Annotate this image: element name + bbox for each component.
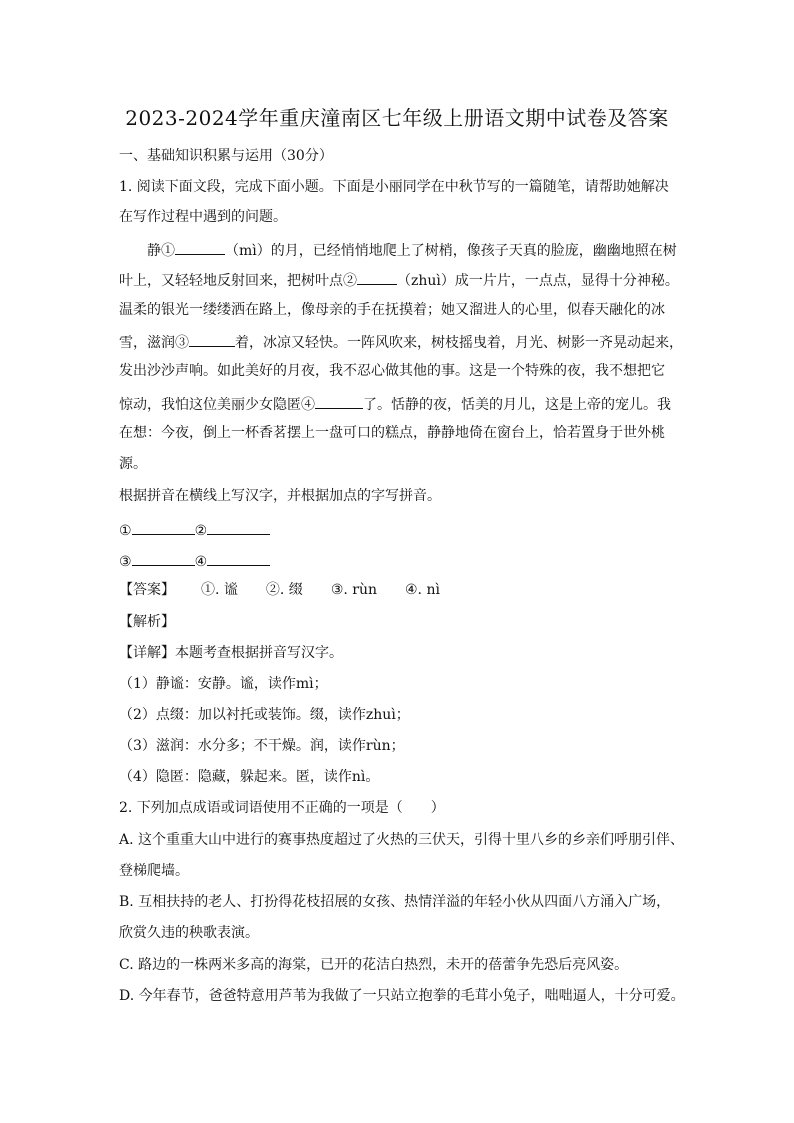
passage-line-5: 发出沙沙声响。如此美好的月夜，我不忍心做其他的事。这是一个特殊的夜，我不想把它 bbox=[119, 363, 665, 379]
q2-option-c: C. 路边的一株两米多高的海棠，已开的花洁白热烈，未开的蓓蕾争先恐后亮风姿。 bbox=[119, 957, 629, 973]
passage-line-2 bbox=[119, 269, 679, 291]
q2-option-d: D. 今年春节，爸爸特意用芦苇为我做了一只站立抱拳的毛茸小兔子，咄咄逼人，十分可爱。 bbox=[119, 988, 685, 1004]
answer-blanks-row-2 bbox=[119, 550, 270, 572]
q2-option-a-line2: 登梯爬墙。 bbox=[119, 863, 189, 879]
answer-item-2: ②. 缀 bbox=[265, 582, 303, 598]
detail-item-1: （1）静谧：安静。谧，读作mì； bbox=[119, 676, 328, 692]
analysis-label: 【解析】 bbox=[119, 614, 175, 630]
fill-blank-2[interactable] bbox=[357, 269, 397, 285]
passage-line-8: 源。 bbox=[119, 456, 147, 472]
detail-item-4: （4）隐匿：隐藏，躲起来。匿，读作nì。 bbox=[119, 769, 380, 785]
answer-blank-2[interactable] bbox=[207, 519, 270, 535]
answer-item-4: ④. nì bbox=[405, 582, 440, 598]
answer-item-1: ①. 谧 bbox=[201, 582, 238, 598]
blank-label-1: ① bbox=[119, 523, 132, 539]
blank-label-4: ④ bbox=[194, 554, 208, 570]
passage-text: （mì）的月，已经悄悄地爬上了树梢，像孩子天真的脸庞，幽幽地照在树 bbox=[225, 243, 677, 259]
passage-text: 叶上，又轻轻地反射回来，把树叶点② bbox=[119, 273, 357, 289]
answer-blank-1[interactable] bbox=[132, 519, 195, 535]
q2-stem: 2. 下列加点成语或词语使用不正确的一项是（ ） bbox=[119, 800, 445, 816]
q2-option-a-line1: A. 这个重重大山中进行的赛事热度超过了火热的三伏天，引得十里八乡的乡亲们呼朋引伴、 bbox=[119, 832, 685, 848]
fill-blank-3[interactable] bbox=[189, 331, 235, 347]
passage-line-3: 温柔的银光一缕缕洒在路上，像母亲的手在抚摸着；她又溜进人的心里，似春天融化的冰 bbox=[119, 302, 665, 318]
answer-label: 【答案】 bbox=[119, 582, 175, 598]
passage-text: 着，冰凉又轻快。一阵风吹来，树枝摇曳着，月光、树影一齐晃动起来， bbox=[235, 335, 683, 351]
answer-blank-3[interactable] bbox=[132, 550, 195, 566]
blank-label-2: ② bbox=[194, 523, 208, 539]
passage-text: 雪，滋润③ bbox=[119, 335, 189, 351]
passage-text: 惊动，我怕这位美丽少女隐匿④ bbox=[119, 397, 315, 413]
q2-option-b-line1: B. 互相扶持的老人、打扮得花枝招展的女孩、热情洋溢的年轻小伙从四面八方涌入广场， bbox=[119, 894, 671, 910]
page-title: 2023-2024学年重庆潼南区七年级上册语文期中试卷及答案 bbox=[125, 106, 669, 130]
passage-line-1 bbox=[147, 239, 677, 261]
q2-option-b-line2: 欣赏久违的秧歌表演。 bbox=[119, 925, 259, 941]
passage-line-6 bbox=[119, 393, 671, 415]
blank-label-3: ③ bbox=[119, 554, 132, 570]
answer-item-3: ③. rùn bbox=[330, 582, 377, 598]
fill-blank-4[interactable] bbox=[315, 393, 363, 409]
detail-item-3: （3）滋润：水分多；不干燥。润，读作rùn； bbox=[119, 738, 405, 754]
passage-line-4 bbox=[119, 331, 683, 353]
q1-stem-line2: 在写作过程中遇到的问题。 bbox=[119, 209, 287, 225]
answer-line bbox=[119, 580, 440, 600]
passage-line-7: 在想：今夜，倒上一杯香茗摆上一盘可口的糕点，静静地倚在窗台上，恰若置身于世外桃 bbox=[119, 425, 665, 441]
passage-text: （zhuì）成一片片，一点点，显得十分神秘。 bbox=[397, 273, 679, 289]
section-heading: 一、基础知识积累与运用（30分） bbox=[119, 148, 333, 164]
q1-stem-line1: 1. 阅读下面文段，完成下面小题。下面是小丽同学在中秋节写的一篇随笔，请帮助她解决 bbox=[119, 179, 669, 195]
answer-blank-4[interactable] bbox=[207, 550, 270, 566]
q1-instruction: 根据拼音在横线上写汉字，并根据加点的字写拼音。 bbox=[119, 488, 441, 504]
detail-item-2: （2）点缀：加以衬托或装饰。缀，读作zhuì； bbox=[119, 707, 410, 723]
passage-text: 了。恬静的夜，恬美的月儿，这是上帝的宠儿。我 bbox=[363, 397, 671, 413]
detail-heading: 【详解】本题考查根据拼音写汉字。 bbox=[119, 645, 343, 661]
fill-blank-1[interactable] bbox=[175, 239, 225, 255]
answer-blanks-row-1 bbox=[119, 519, 270, 541]
passage-text: 静① bbox=[147, 243, 175, 259]
